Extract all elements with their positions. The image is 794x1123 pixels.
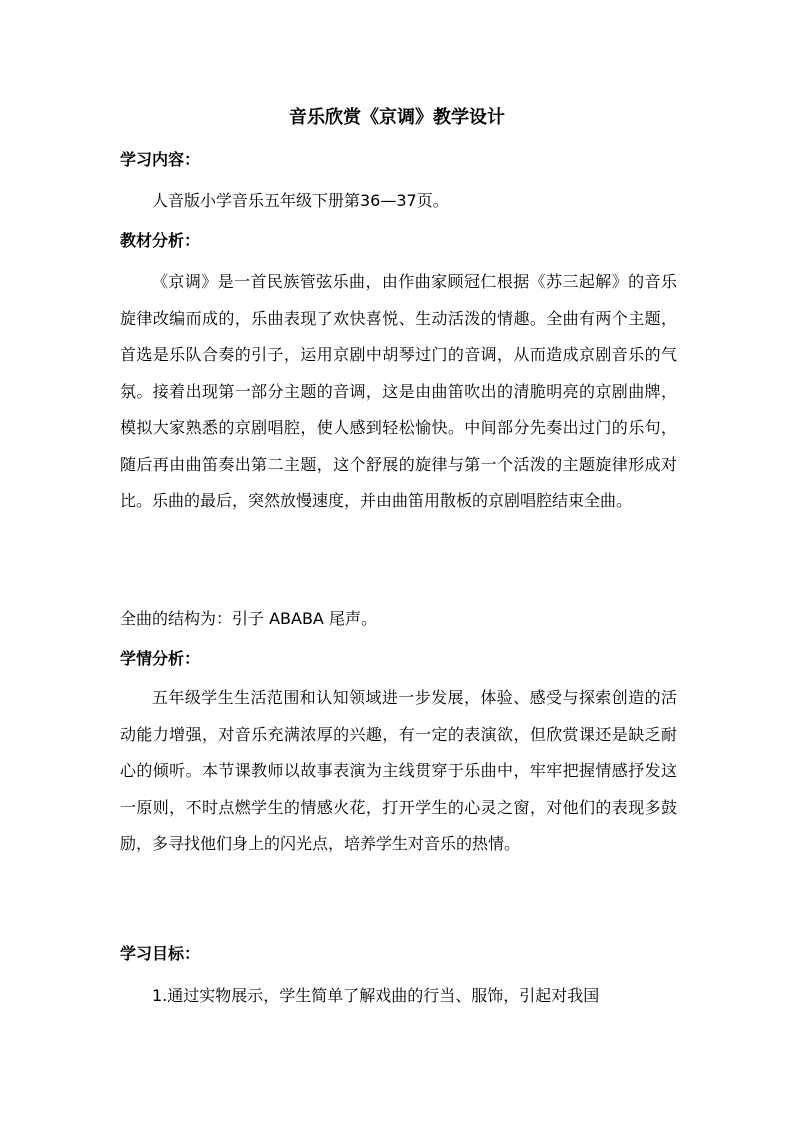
- paragraph-student-analysis: 五年级学生生活范围和认知领域进一步发展，体验、感受与探索创造的活动能力增强，对音乐充满浓厚的兴趣，有一定的表演欲，但欣赏课还是缺乏耐心的倾听。本节课教师以故事表演为主线贯穿于乐曲中，牢牢把握情感抒发这一原则，不时点燃学生的情感火花，打开学生的心灵之窗，对他们的表现多鼓励，多寻找他们身上的闪光点，培养学生对音乐的热情。: [120, 688, 677, 853]
- paragraph-material-analysis: 《京调》是一首民族管弦乐曲，由作曲家顾冠仁根据《苏三起解》的音乐旋律改编而成的，乐曲表现了欢快喜悦、生动活泼的情趣。全曲有两个主题，首选是乐队合奏的引子，运用京剧中胡琴过门的音调，从而造成京剧音乐的气氛。接着出现第一部分主题的音调，这是由曲笛吹出的清脆明亮的京剧曲牌，模拟大家熟悉的京剧唱腔，使人感到轻松愉快。中间部分先奏出过门的乐句，随后再由曲笛奏出第二主题，这个舒展的旋律与第一个活泼的主题旋律形成对比。乐曲的最后，突然放慢速度，并由曲笛用散板的京剧唱腔结束全曲。: [120, 272, 677, 510]
- structure-line: 全曲的结构为：引子 ABABA 尾声。: [120, 609, 377, 628]
- document-title: 音乐欣赏《京调》教学设计: [289, 107, 505, 128]
- heading-learning-content: 学习内容：: [120, 150, 201, 169]
- heading-learning-goals: 学习目标：: [120, 944, 201, 963]
- goal-item-1: 1.通过实物展示，学生简单了解戏曲的行当、服饰，引起对我国: [152, 986, 600, 1005]
- paragraph-learning-content: 人音版小学音乐五年级下册第36—37页。: [152, 191, 449, 210]
- heading-material-analysis: 教材分析：: [120, 231, 201, 250]
- heading-student-analysis: 学情分析：: [120, 649, 201, 668]
